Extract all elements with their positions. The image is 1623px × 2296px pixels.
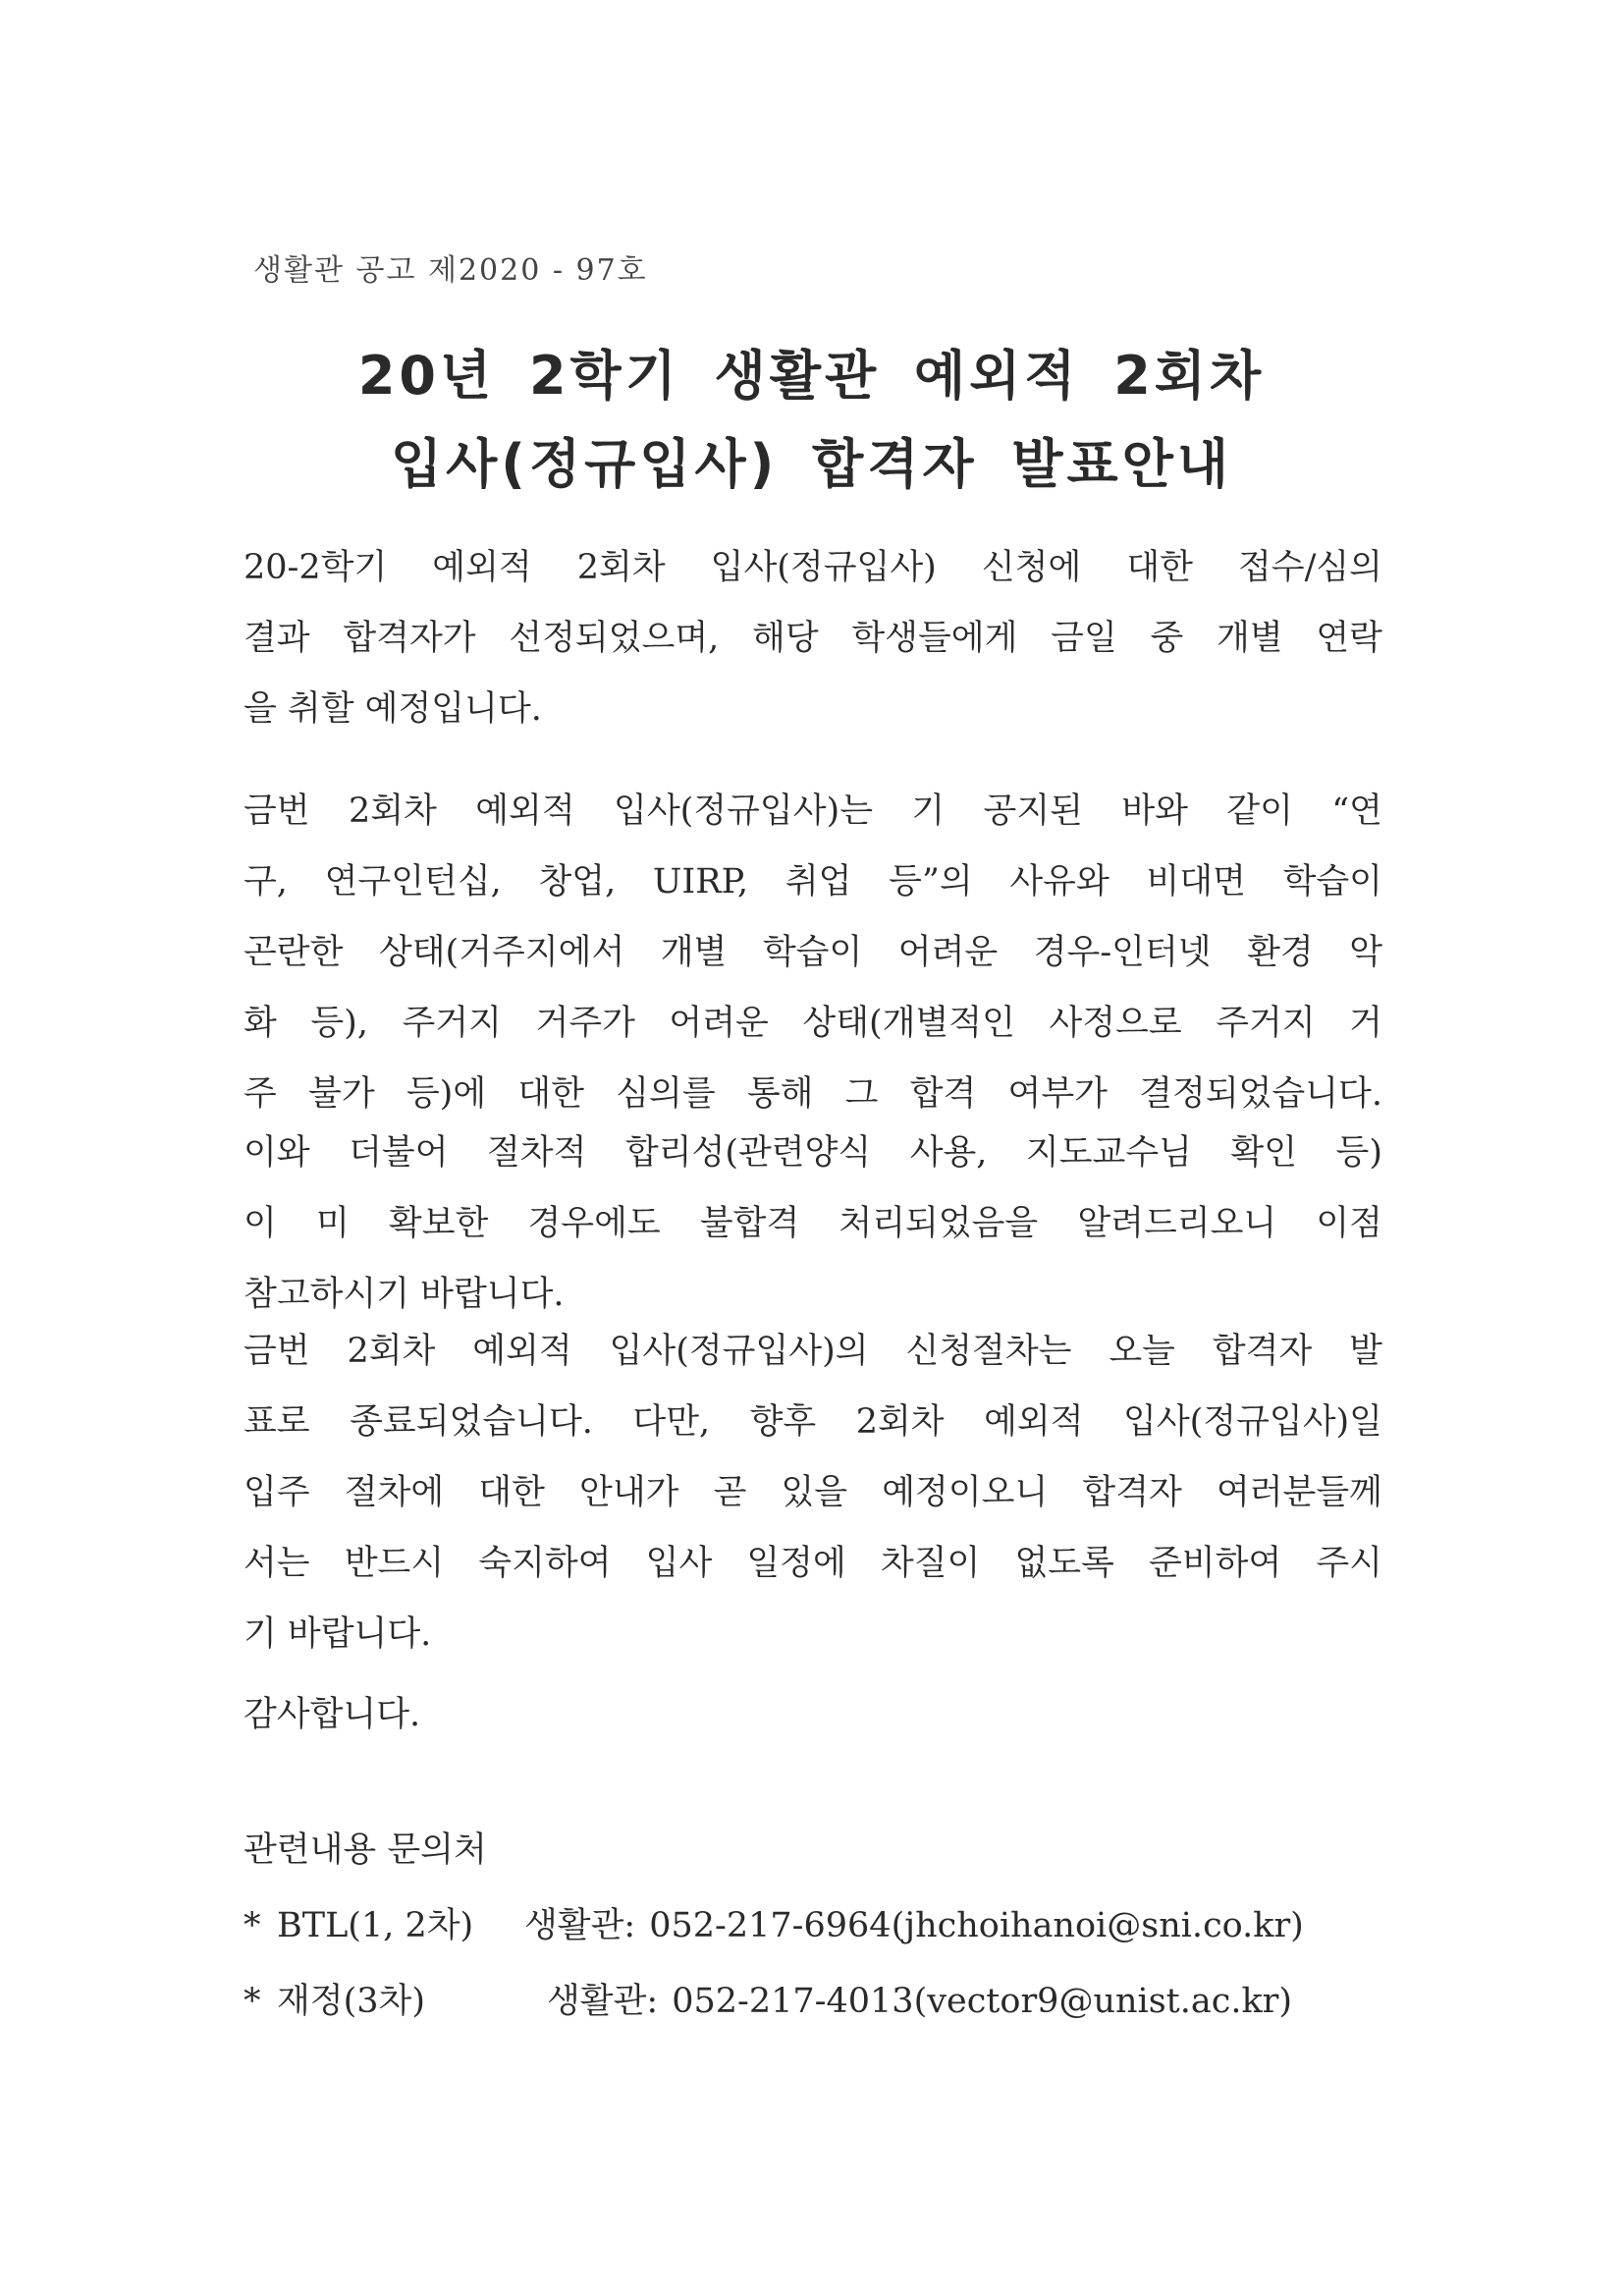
contact-office: 생활관: (547, 1982, 659, 2021)
paragraph-3 (243, 1118, 1382, 1330)
contact-heading: 관련내용 문의처 (243, 1831, 487, 1870)
contact-detail: 052-217-6964(jhchoihanoi@sni.co.kr) (649, 1906, 1304, 1945)
paragraph-line: 20-2학기 예외적 2회차 입사(정규입사) 신청에 대한 접수/심의 (243, 548, 1382, 587)
contact-label: BTL(1, 2차) (277, 1906, 474, 1945)
paragraph-line: 을 취할 예정입니다. (243, 689, 542, 729)
paragraph-line: 서는 반드시 숙지하여 입사 일정에 차질이 없도록 준비하여 주시 (243, 1544, 1382, 1583)
closing-text: 감사합니다. (243, 1695, 421, 1734)
contact-label: 재정(3차) (277, 1982, 426, 2021)
paragraph-line: 참고하시기 바랍니다. (243, 1275, 565, 1314)
contact-row-finance (243, 1966, 1292, 2037)
contact-bullet: * (243, 1982, 261, 2021)
paragraph-1 (243, 532, 1382, 744)
paragraph-2 (243, 776, 1382, 1129)
paragraph-line: 이 미 확보한 경우에도 불합격 처리되었음을 알려드리오니 이점 (243, 1204, 1382, 1243)
paragraph-line: 금번 2회차 예외적 입사(정규입사)는 기 공지된 바와 같이 “연 (243, 792, 1382, 831)
paragraph-line: 구, 연구인턴십, 창업, UIRP, 취업 등”의 사유와 비대면 학습이 (243, 862, 1382, 902)
paragraph-line: 곤란한 상태(거주지에서 개별 학습이 어려운 경우-인터넷 환경 악 (243, 933, 1382, 972)
paragraph-line: 입주 절차에 대한 안내가 곧 있을 예정이오니 합격자 여러분들께 (243, 1473, 1382, 1512)
paragraph-line: 기 바랍니다. (243, 1614, 432, 1654)
paragraph-4 (243, 1316, 1382, 1669)
paragraph-line: 화 등), 주거지 거주가 어려운 상태(개별적인 사정으로 주거지 거 (243, 1004, 1382, 1043)
paragraph-line: 표로 종료되었습니다. 다만, 향후 2회차 예외적 입사(정규입사)일 (243, 1402, 1382, 1442)
title-line-2: 입사(정규입사) 합격자 발표안내 (390, 433, 1233, 495)
paragraph-line: 주 불가 등)에 대한 심의를 통해 그 합격 여부가 결정되었습니다. (243, 1074, 1382, 1114)
paragraph-line: 금번 2회차 예외적 입사(정규입사)의 신청절차는 오늘 합격자 발 (243, 1332, 1382, 1371)
contact-bullet: * (243, 1906, 261, 1945)
paragraph-line: 이와 더불어 절차적 합리성(관련양식 사용, 지도교수님 확인 등) (243, 1133, 1382, 1173)
paragraph-line: 결과 합격자가 선정되었으며, 해당 학생들에게 금일 중 개별 연락 (243, 619, 1382, 658)
title-line-1: 20년 2학기 생활관 예외적 2회차 (357, 345, 1266, 407)
contact-detail: 052-217-4013(vector9@unist.ac.kr) (672, 1982, 1293, 2021)
contact-row-btl (243, 1890, 1304, 1961)
contact-office: 생활관: (524, 1906, 636, 1945)
notice-number: 생활관 공고 제2020 - 97호 (253, 253, 648, 288)
